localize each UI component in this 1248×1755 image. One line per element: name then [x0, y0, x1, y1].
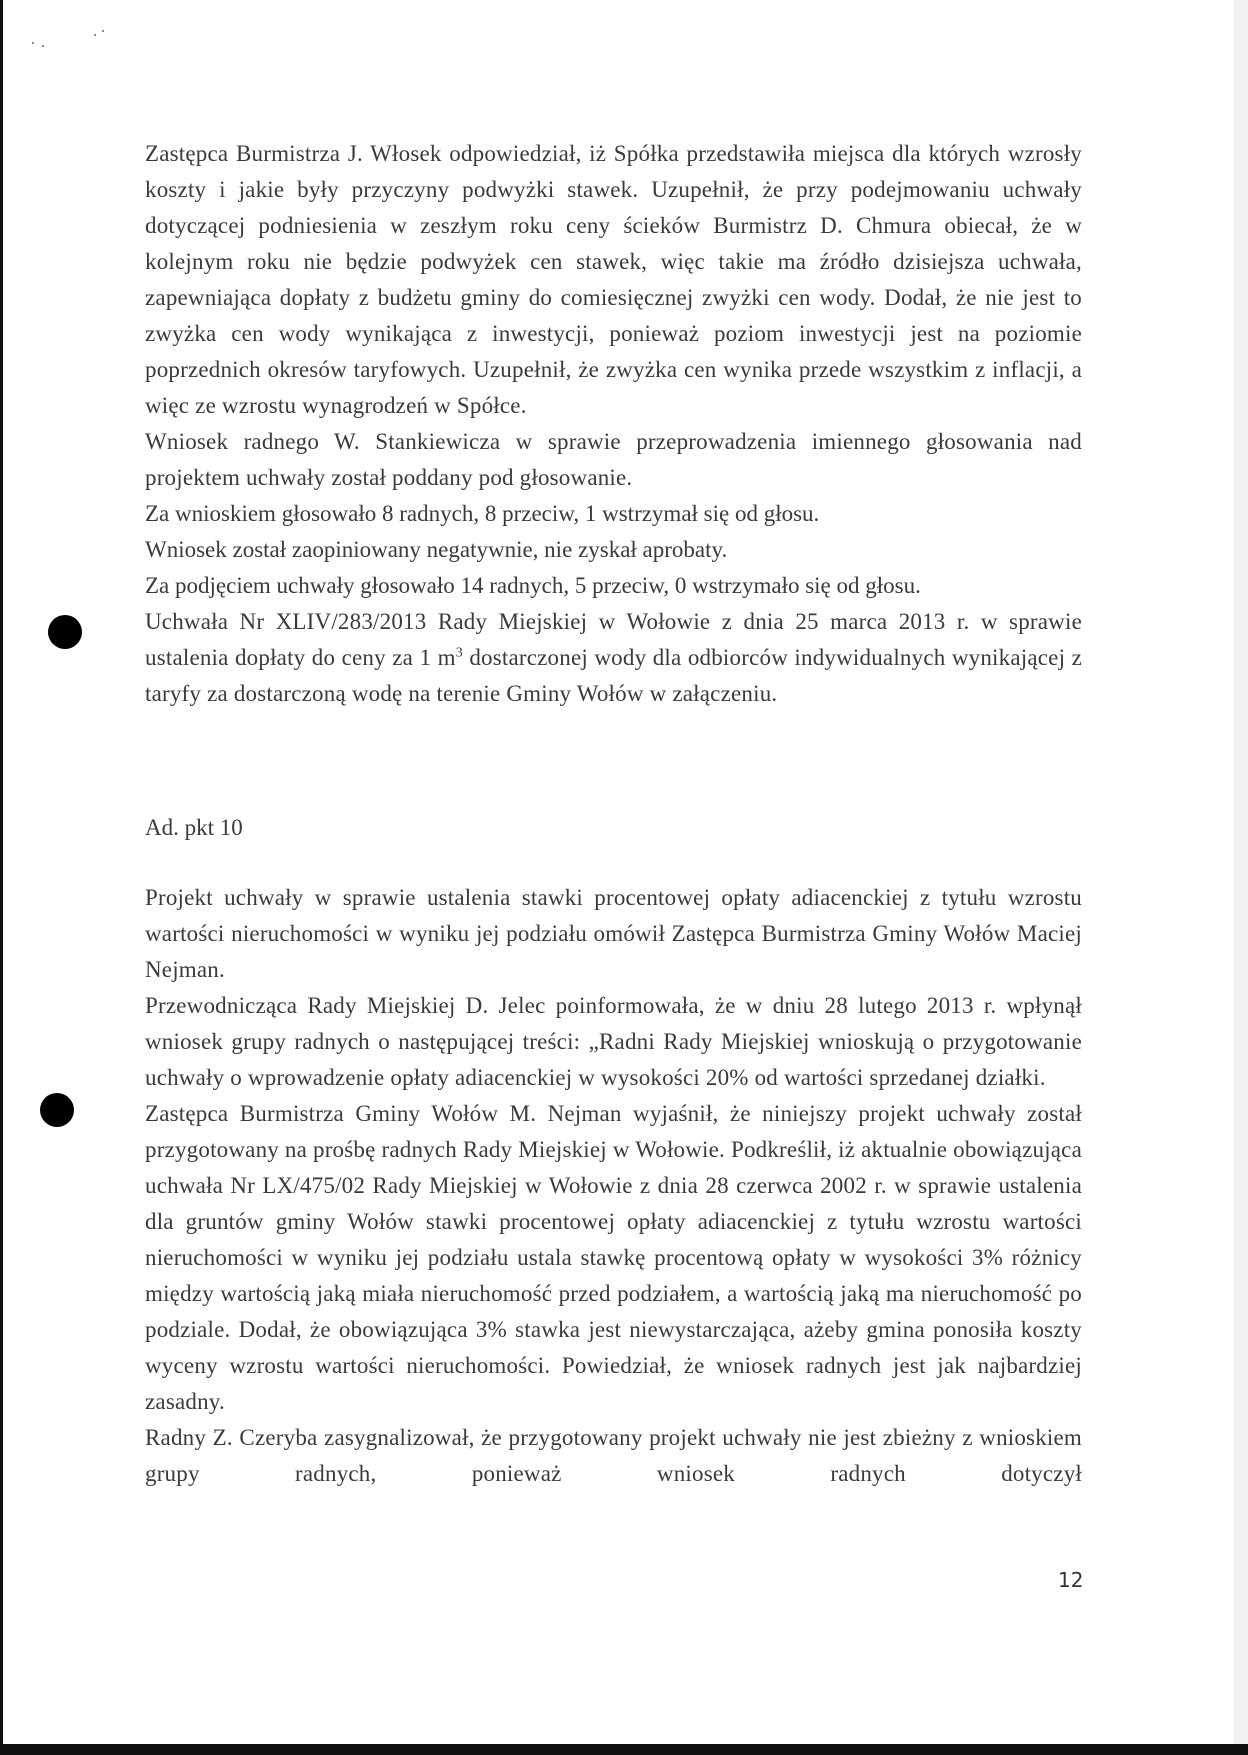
paragraph-resolution-title — [145, 604, 1082, 712]
paragraph-draft-presented: Projekt uchwały w sprawie ustalenia stawki procentowej opłaty adiacenckiej z tytułu wzrostu wartości nieruchomości w wyniku jej podziału omówił Zastępca Burmistrza Gminy Wołów Maciej Nejman. — [145, 885, 1082, 982]
paragraph-chair-informed: Przewodnicząca Rady Miejskiej D. Jelec poinformowała, że w dniu 28 lutego 2013 r. wpłynął wniosek grupy radnych o następującej treści: „Radni Rady Miejskiej wnioskują o przygotowanie uchwały o wprowadzenie opłaty adiacenckiej w wysokości 20% od wartości sprzedanej działki. — [145, 993, 1082, 1090]
first-section — [145, 136, 1082, 712]
speck — [102, 30, 104, 32]
paragraph-councillor-remark: Radny Z. Czeryba zasygnalizował, że przygotowany projekt uchwały nie jest zbieżny z wnioskiem grupy radnych, ponieważ wniosek radnych dotyczył — [145, 1425, 1082, 1486]
section-heading-block — [145, 810, 1082, 846]
punch-hole-mark — [40, 1093, 74, 1127]
scan-right-shade — [1234, 0, 1248, 1755]
resolution-text-part-2: dostarczonej wody dla odbiorców indywidualnych wynikającej z taryfy za dostarczoną wodę na terenie Gminy Wołów w załączeniu. — [145, 645, 1082, 706]
paragraph-motion-result: Wniosek został zaopiniowany negatywnie, nie zyskał aprobaty. — [145, 537, 728, 562]
speck — [42, 45, 44, 47]
second-section — [145, 880, 1082, 1492]
page-number: 12 — [1058, 1568, 1084, 1592]
scan-left-edge — [0, 0, 3, 1755]
speck — [32, 42, 34, 44]
paragraph-motion-vote: Za wnioskiem głosowało 8 radnych, 8 przeciw, 1 wstrzymał się od głosu. — [145, 501, 820, 526]
scan-bottom-edge — [0, 1744, 1248, 1755]
punch-hole-mark — [48, 615, 82, 649]
paragraph-motion-roll-call: Wniosek radnego W. Stankiewicza w sprawie przeprowadzenia imiennego głosowania nad projektem uchwały został poddany pod głosowanie. — [145, 429, 1082, 490]
resolution-text-part-1: Uchwała Nr XLIV/283/2013 Rady Miejskiej w Wołowie z dnia 25 marca 2013 r. w sprawie ustalenia dopłaty do ceny za 1 m — [145, 609, 1082, 670]
paragraph-vice-mayor-answer: Zastępca Burmistrza J. Włosek odpowiedział, iż Spółka przedstawiła miejsca dla których wzrosły koszty i jakie były przyczyny podwyżki stawek. Uzupełnił, że przy podejmowaniu uchwały dotyczącej podniesienia w zeszłym roku ceny ścieków Burmistrz D. Chmura obiecał, że w kolejnym roku nie będzie podwyżek cen stawek, więc takie ma źródło dzisiejsza uchwała, zapewniająca dopłaty z budżetu gminy do comiesięcznej zwyżki cen wody. Dodał, że nie jest to zwyżka cen wody wynikająca z inwestycji, ponieważ poziom inwestycji jest na poziomie poprzednich okresów taryfowych. Uzupełnił, że zwyżka cen wynika przede wszystkim z inflacji, a więc ze wzrostu wynagrodzeń w Spółce. — [145, 141, 1082, 418]
speck — [94, 34, 96, 36]
paragraph-vice-mayor-explained: Zastępca Burmistrza Gminy Wołów M. Nejman wyjaśnił, że niniejszy projekt uchwały został przygotowany na prośbę radnych Rady Miejskiej w Wołowie. Podkreślił, iż aktualnie obowiązująca uchwała Nr LX/475/02 Rady Miejskiej w Wołowie z dnia 28 czerwca 2002 r. w sprawie ustalenia dla gruntów gminy Wołów stawki procentowej opłaty adiacenckiej z tytułu wzrostu wartości nieruchomości w wyniku jej podziału ustala stawkę procentową opłaty w wysokości 3% różnicy między wartością jaką miała nieruchomość przed podziałem, a wartością jaką ma nieruchomość po podziale. Dodał, że obowiązująca 3% stawka jest niewystarczająca, ażeby gmina ponosiła koszty wyceny wzrostu wartości nieruchomości. Powiedział, że wniosek radnych jest jak najbardziej zasadny. — [145, 1101, 1082, 1414]
scan-specks — [28, 30, 128, 60]
paragraph-resolution-vote: Za podjęciem uchwały głosowało 14 radnych, 5 przeciw, 0 wstrzymało się od głosu. — [145, 573, 921, 598]
resolution-superscript: 3 — [455, 645, 463, 661]
section-heading: Ad. pkt 10 — [145, 815, 243, 840]
